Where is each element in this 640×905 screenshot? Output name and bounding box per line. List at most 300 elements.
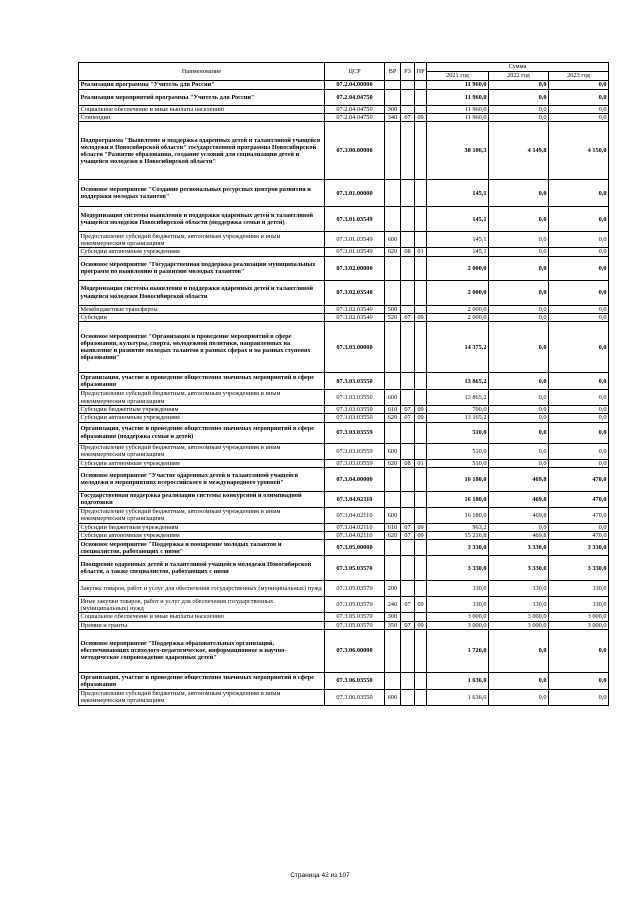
- row-name: Стипендии: [79, 114, 325, 122]
- row-name: Основное мероприятие "Организация и проведение мероприятий в сфере образования, культуры, спорта, молодежной политики, направленных на выявление и развитие молодых талантов в разных сферах и на разных ступенях образования": [79, 322, 325, 373]
- row-csr: 07.3.04.02110: [325, 507, 385, 523]
- row-name: Реализация программы "Учитель для России": [79, 81, 325, 90]
- row-rz: [401, 280, 415, 305]
- row-2022: 0,0: [489, 180, 549, 207]
- row-rz: [401, 207, 415, 232]
- row-vr: [385, 467, 401, 491]
- row-csr: 07.3.06.03550: [325, 689, 385, 705]
- row-2022: 469,8: [489, 507, 549, 523]
- row-pr: 09: [415, 597, 427, 613]
- table-row: [79, 256, 609, 280]
- table-row: [79, 248, 609, 256]
- row-2023: 0,0: [549, 305, 609, 313]
- table-row: [79, 180, 609, 207]
- row-rz: [401, 305, 415, 313]
- row-vr: 200: [385, 581, 401, 597]
- header-csr: ЦСР: [325, 63, 385, 81]
- row-pr: 09: [415, 523, 427, 531]
- row-2021: 13 865,2: [427, 390, 489, 406]
- row-name: Организация, участие и проведение общественно значимых мероприятий в сфере образования (поддержка семьи и детей): [79, 422, 325, 443]
- row-csr: 07.2.04.04750: [325, 114, 385, 122]
- row-pr: [415, 232, 427, 248]
- row-pr: [415, 305, 427, 313]
- row-2022: 0,0: [489, 390, 549, 406]
- row-2023: 0,0: [549, 422, 609, 443]
- row-name: Организация, участие и проведение общественно значимых мероприятий в сфере образования: [79, 672, 325, 689]
- row-name: Основное мероприятие "Создание региональных ресурсных центров развития и поддержки молодых талантов": [79, 180, 325, 207]
- table-row: [79, 114, 609, 122]
- row-pr: 09: [415, 114, 427, 122]
- row-vr: 500: [385, 305, 401, 313]
- table-row: [79, 689, 609, 705]
- row-csr: 07.3.04.02110: [325, 523, 385, 531]
- table-row: [79, 106, 609, 114]
- row-pr: [415, 491, 427, 507]
- row-2022: 0,0: [489, 629, 549, 672]
- header-year-2022: 2022 год: [489, 72, 549, 81]
- row-2023: 0,0: [549, 689, 609, 705]
- row-rz: [401, 443, 415, 459]
- row-vr: 520: [385, 313, 401, 321]
- row-vr: 600: [385, 507, 401, 523]
- header-year-2023: 2023 год: [549, 72, 609, 81]
- row-pr: 01: [415, 248, 427, 256]
- row-2021: 2 000,0: [427, 256, 489, 280]
- row-2023: 0,0: [549, 106, 609, 114]
- row-csr: 07.2.04.00000: [325, 81, 385, 90]
- table-row: [79, 629, 609, 672]
- row-2022: 0,0: [489, 207, 549, 232]
- row-2022: 330,0: [489, 597, 549, 613]
- row-csr: 07.3.04.02110: [325, 532, 385, 540]
- row-name: Модернизация системы выявления и поддержки одаренных детей и талантливой учащейся молодежи Новосибирской области (поддержка семьи и детей): [79, 207, 325, 232]
- row-pr: 01: [415, 459, 427, 467]
- row-2021: 510,0: [427, 459, 489, 467]
- table-row: [79, 81, 609, 90]
- table-row: [79, 459, 609, 467]
- row-csr: 07.3.04.02110: [325, 491, 385, 507]
- row-vr: 620: [385, 459, 401, 467]
- row-2022: 0,0: [489, 81, 549, 90]
- row-vr: 600: [385, 390, 401, 406]
- row-2022: 0,0: [489, 443, 549, 459]
- row-pr: [415, 443, 427, 459]
- row-rz: [401, 689, 415, 705]
- row-rz: 07: [401, 313, 415, 321]
- row-2021: 3 000,0: [427, 613, 489, 621]
- row-2023: 3 330,0: [549, 540, 609, 556]
- row-2022: 0,0: [489, 313, 549, 321]
- row-vr: 600: [385, 232, 401, 248]
- row-2021: 330,0: [427, 581, 489, 597]
- row-vr: 620: [385, 532, 401, 540]
- row-2022: 0,0: [489, 90, 549, 106]
- table-row: [79, 313, 609, 321]
- table-row: [79, 507, 609, 523]
- row-2022: 0,0: [489, 406, 549, 414]
- row-rz: [401, 122, 415, 180]
- row-2021: 145,1: [427, 207, 489, 232]
- row-2022: 469,8: [489, 491, 549, 507]
- row-2023: 0,0: [549, 207, 609, 232]
- row-csr: 07.3.03.03559: [325, 422, 385, 443]
- table-row: [79, 373, 609, 390]
- row-vr: [385, 207, 401, 232]
- row-2022: 0,0: [489, 232, 549, 248]
- row-2022: 0,0: [489, 248, 549, 256]
- row-rz: [401, 540, 415, 556]
- row-2023: 0,0: [549, 256, 609, 280]
- row-vr: [385, 629, 401, 672]
- row-name: Поощрение одаренных детей и талантливой учащейся молодежи Новосибирской области, а также специалистов, работающих с ними: [79, 556, 325, 581]
- header-vr: ВР: [385, 63, 401, 81]
- row-2022: 3 000,0: [489, 613, 549, 621]
- row-pr: [415, 672, 427, 689]
- table-row: [79, 621, 609, 629]
- row-csr: 07.3.01.03549: [325, 232, 385, 248]
- header-pr: ПР: [415, 63, 427, 81]
- row-pr: 09: [415, 414, 427, 422]
- row-rz: 07: [401, 414, 415, 422]
- row-2023: 0,0: [549, 373, 609, 390]
- row-rz: 07: [401, 406, 415, 414]
- row-pr: [415, 467, 427, 491]
- row-2022: 0,0: [489, 106, 549, 114]
- row-2023: 0,0: [549, 313, 609, 321]
- row-csr: 07.3.03.03559: [325, 459, 385, 467]
- budget-table: [78, 62, 609, 706]
- row-name: Субсидии: [79, 313, 325, 321]
- row-rz: 07: [401, 114, 415, 122]
- row-vr: [385, 672, 401, 689]
- row-rz: [401, 90, 415, 106]
- table-row: [79, 491, 609, 507]
- row-2022: 0,0: [489, 689, 549, 705]
- row-2023: 0,0: [549, 459, 609, 467]
- row-2023: 330,0: [549, 581, 609, 597]
- row-csr: 07.3.05.03570: [325, 556, 385, 581]
- row-vr: 600: [385, 443, 401, 459]
- row-2022: 0,0: [489, 114, 549, 122]
- row-2021: 3 330,0: [427, 556, 489, 581]
- page-footer: Страница 42 из 107: [290, 872, 350, 879]
- row-2023: 0,0: [549, 406, 609, 414]
- row-pr: [415, 322, 427, 373]
- row-name: Реализация мероприятий программы "Учитель для России": [79, 90, 325, 106]
- row-2021: 1 636,0: [427, 672, 489, 689]
- row-pr: [415, 613, 427, 621]
- row-2021: 330,0: [427, 597, 489, 613]
- row-2021: 1 726,0: [427, 629, 489, 672]
- row-pr: 09: [415, 313, 427, 321]
- row-name: Подпрограмма "Выявление и поддержка одаренных детей и талантливой учащейся молодежи в Новосибирской области" государственной программы Новосибирской области "Развитие образования, создание условий для социализации детей и учащейся молодежи в Новосибирской области": [79, 122, 325, 180]
- row-csr: 07.3.05.03570: [325, 581, 385, 597]
- row-rz: [401, 613, 415, 621]
- row-2021: 13 865,2: [427, 373, 489, 390]
- row-2023: 0,0: [549, 414, 609, 422]
- row-name: Межбюджетные трансферты: [79, 305, 325, 313]
- row-rz: [401, 322, 415, 373]
- row-rz: 08: [401, 459, 415, 467]
- row-csr: 07.3.03.00000: [325, 322, 385, 373]
- row-rz: [401, 232, 415, 248]
- table-row: [79, 122, 609, 180]
- row-2023: 0,0: [549, 672, 609, 689]
- row-csr: 07.3.01.03549: [325, 248, 385, 256]
- row-2021: 700,0: [427, 406, 489, 414]
- row-2023: 3 000,0: [549, 621, 609, 629]
- row-name: Иные закупки товаров, работ и услуг для обеспечения государственных (муниципальных) нужд: [79, 597, 325, 613]
- row-2021: 2 000,0: [427, 305, 489, 313]
- header-year-2021: 2021 год: [427, 72, 489, 81]
- row-name: Закупка товаров, работ и услуг для обеспечения государственных (муниципальных) нужд: [79, 581, 325, 597]
- row-2023: 0,0: [549, 90, 609, 106]
- row-csr: 07.3.05.03570: [325, 613, 385, 621]
- row-csr: 07.3.01.00000: [325, 180, 385, 207]
- row-csr: 07.3.05.03570: [325, 621, 385, 629]
- row-csr: 07.3.05.00000: [325, 540, 385, 556]
- header-rz: РЗ: [401, 63, 415, 81]
- row-2022: 0,0: [489, 672, 549, 689]
- row-2021: 38 106,3: [427, 122, 489, 180]
- row-2021: 16 180,0: [427, 467, 489, 491]
- row-vr: [385, 90, 401, 106]
- table-row: [79, 556, 609, 581]
- row-vr: 240: [385, 597, 401, 613]
- row-pr: [415, 507, 427, 523]
- row-rz: 08: [401, 248, 415, 256]
- row-csr: 07.3.03.03550: [325, 373, 385, 390]
- row-vr: 300: [385, 106, 401, 114]
- row-pr: [415, 390, 427, 406]
- row-2021: 14 375,2: [427, 322, 489, 373]
- row-pr: [415, 81, 427, 90]
- table-row: [79, 672, 609, 689]
- row-2021: 15 216,8: [427, 532, 489, 540]
- row-rz: [401, 581, 415, 597]
- row-name: Предоставление субсидий бюджетным, автономным учреждениям и иным некоммерческим организациям: [79, 390, 325, 406]
- row-name: Государственная поддержка реализации системы конкурсной и олимпиадной подготовки: [79, 491, 325, 507]
- row-csr: 07.3.03.03550: [325, 414, 385, 422]
- row-name: Основное мероприятие "Участие одаренных детей и талантливой учащейся молодежи в мероприятиях всероссийского и международного уровней": [79, 467, 325, 491]
- row-2021: 16 180,0: [427, 491, 489, 507]
- row-vr: [385, 81, 401, 90]
- table-row: [79, 390, 609, 406]
- row-name: Социальное обеспечение и иные выплаты населению: [79, 613, 325, 621]
- row-csr: 07.3.01.03549: [325, 207, 385, 232]
- row-vr: [385, 180, 401, 207]
- row-vr: 300: [385, 613, 401, 621]
- row-csr: 07.3.02.03540: [325, 280, 385, 305]
- table-row: [79, 523, 609, 531]
- row-vr: [385, 422, 401, 443]
- row-name: Предоставление субсидий бюджетным, автономным учреждениям и иным некоммерческим организациям: [79, 689, 325, 705]
- table-row: [79, 467, 609, 491]
- row-2023: 0,0: [549, 232, 609, 248]
- row-rz: [401, 81, 415, 90]
- table-row: [79, 280, 609, 305]
- row-csr: 07.3.05.03570: [325, 597, 385, 613]
- row-2021: 16 180,0: [427, 507, 489, 523]
- row-2021: 11 960,0: [427, 106, 489, 114]
- table-row: [79, 532, 609, 540]
- row-csr: 07.3.03.03550: [325, 390, 385, 406]
- row-2021: 2 000,0: [427, 313, 489, 321]
- row-csr: 07.3.03.03550: [325, 406, 385, 414]
- row-2022: 0,0: [489, 322, 549, 373]
- row-rz: [401, 467, 415, 491]
- row-2021: 11 960,0: [427, 81, 489, 90]
- row-pr: 09: [415, 532, 427, 540]
- row-rz: [401, 422, 415, 443]
- row-vr: 340: [385, 114, 401, 122]
- row-vr: 600: [385, 689, 401, 705]
- row-vr: [385, 556, 401, 581]
- row-2021: 145,1: [427, 180, 489, 207]
- row-2022: 0,0: [489, 373, 549, 390]
- row-2023: 4 150,0: [549, 122, 609, 180]
- row-2021: 1 636,0: [427, 689, 489, 705]
- row-pr: [415, 581, 427, 597]
- row-pr: [415, 106, 427, 114]
- row-2022: 0,0: [489, 305, 549, 313]
- row-pr: 09: [415, 406, 427, 414]
- row-2023: 0,0: [549, 248, 609, 256]
- row-2023: 0,0: [549, 81, 609, 90]
- row-2022: 0,0: [489, 523, 549, 531]
- row-rz: [401, 390, 415, 406]
- row-vr: [385, 256, 401, 280]
- row-csr: 07.3.02.00000: [325, 256, 385, 280]
- table-row: [79, 406, 609, 414]
- row-csr: 07.3.06.00000: [325, 629, 385, 672]
- row-2023: 0,0: [549, 180, 609, 207]
- row-name: Социальное обеспечение и иные выплаты населению: [79, 106, 325, 114]
- row-2021: 145,1: [427, 248, 489, 256]
- row-2023: 470,0: [549, 467, 609, 491]
- table-row: [79, 422, 609, 443]
- row-csr: 07.3.02.03540: [325, 313, 385, 321]
- row-rz: [401, 491, 415, 507]
- row-2023: 3 000,0: [549, 613, 609, 621]
- row-2023: 0,0: [549, 629, 609, 672]
- row-2021: 13 165,2: [427, 414, 489, 422]
- row-2023: 0,0: [549, 280, 609, 305]
- row-vr: [385, 491, 401, 507]
- row-vr: [385, 540, 401, 556]
- row-rz: [401, 629, 415, 672]
- row-name: Предоставление субсидий бюджетным, автономным учреждениям и иным некоммерческим организациям: [79, 443, 325, 459]
- row-2022: 0,0: [489, 256, 549, 280]
- row-2021: 3 000,0: [427, 621, 489, 629]
- table-row: [79, 581, 609, 597]
- row-name: Премии и гранты: [79, 621, 325, 629]
- row-2022: 469,8: [489, 532, 549, 540]
- row-2021: 3 330,0: [427, 540, 489, 556]
- row-2021: 11 960,0: [427, 114, 489, 122]
- row-rz: 07: [401, 532, 415, 540]
- row-2023: 0,0: [549, 114, 609, 122]
- row-pr: [415, 207, 427, 232]
- table-row: [79, 322, 609, 373]
- row-rz: [401, 256, 415, 280]
- row-name: Основное мероприятие "Поддержка и поощрение молодых талантов и специалистов, работающих с ними": [79, 540, 325, 556]
- row-name: Предоставление субсидий бюджетным, автономным учреждениям и иным некоммерческим организациям: [79, 232, 325, 248]
- row-rz: 07: [401, 621, 415, 629]
- row-csr: 07.3.00.00000: [325, 122, 385, 180]
- row-vr: 610: [385, 406, 401, 414]
- row-rz: [401, 106, 415, 114]
- row-rz: [401, 672, 415, 689]
- row-2023: 0,0: [549, 523, 609, 531]
- row-vr: [385, 280, 401, 305]
- row-2023: 330,0: [549, 597, 609, 613]
- row-vr: 610: [385, 523, 401, 531]
- row-2023: 470,0: [549, 507, 609, 523]
- table-row: [79, 207, 609, 232]
- row-rz: 07: [401, 523, 415, 531]
- row-name: Субсидии бюджетным учреждениям: [79, 406, 325, 414]
- row-rz: [401, 180, 415, 207]
- table-row: [79, 90, 609, 106]
- row-pr: [415, 122, 427, 180]
- row-pr: [415, 422, 427, 443]
- row-2023: 0,0: [549, 390, 609, 406]
- row-vr: 620: [385, 414, 401, 422]
- row-2021: 11 960,0: [427, 90, 489, 106]
- row-2022: 0,0: [489, 422, 549, 443]
- table-row: [79, 305, 609, 313]
- row-2022: 0,0: [489, 459, 549, 467]
- row-pr: [415, 629, 427, 672]
- table-row: [79, 540, 609, 556]
- row-name: Предоставление субсидий бюджетным, автономным учреждениям и иным некоммерческим организациям: [79, 507, 325, 523]
- table-row: [79, 443, 609, 459]
- row-name: Субсидии автономным учреждениям: [79, 248, 325, 256]
- row-pr: [415, 180, 427, 207]
- row-csr: 07.3.04.00000: [325, 467, 385, 491]
- table-row: [79, 613, 609, 621]
- row-pr: [415, 689, 427, 705]
- row-name: Субсидии автономным учреждениям: [79, 532, 325, 540]
- row-csr: 07.3.02.03540: [325, 305, 385, 313]
- row-name: Субсидии автономным учреждениям: [79, 459, 325, 467]
- row-2023: 0,0: [549, 322, 609, 373]
- table-row: [79, 232, 609, 248]
- row-2021: 2 000,0: [427, 280, 489, 305]
- row-pr: [415, 90, 427, 106]
- row-name: Основное мероприятие "Государственная поддержка реализации муниципальных программ по выявлению и развитию молодых талантов": [79, 256, 325, 280]
- row-2022: 0,0: [489, 414, 549, 422]
- row-name: Субсидии автономным учреждениям: [79, 414, 325, 422]
- row-name: Модернизация системы выявления и поддержки одаренных детей и талантливой учащейся молодежи Новосибирской области: [79, 280, 325, 305]
- row-2023: 470,0: [549, 532, 609, 540]
- row-vr: 350: [385, 621, 401, 629]
- row-2021: 963,2: [427, 523, 489, 531]
- row-name: Организация, участие и проведение общественно значимых мероприятий в сфере образования: [79, 373, 325, 390]
- row-rz: [401, 556, 415, 581]
- row-rz: [401, 507, 415, 523]
- row-csr: 07.3.03.03559: [325, 443, 385, 459]
- row-pr: [415, 373, 427, 390]
- row-vr: 620: [385, 248, 401, 256]
- row-2021: 510,0: [427, 443, 489, 459]
- row-name: Субсидии бюджетным учреждениям: [79, 523, 325, 531]
- row-2021: 510,0: [427, 422, 489, 443]
- row-pr: [415, 280, 427, 305]
- row-2022: 330,0: [489, 581, 549, 597]
- row-rz: 07: [401, 597, 415, 613]
